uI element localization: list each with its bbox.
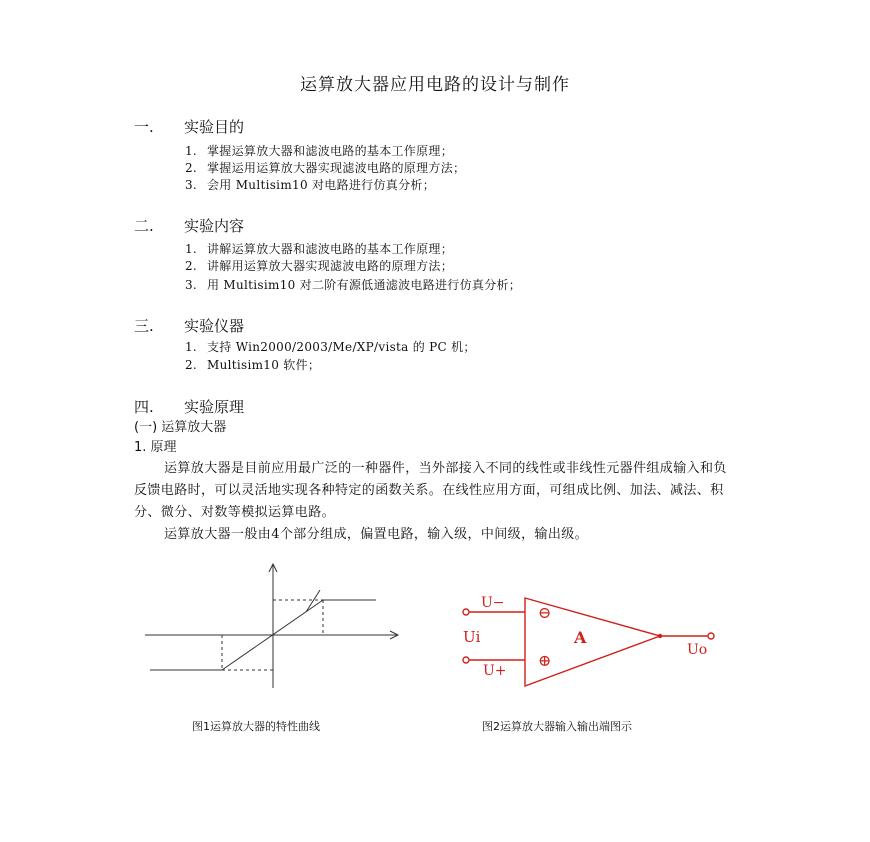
minus-label: U− xyxy=(481,595,505,611)
minus-sign-icon: ⊖ xyxy=(538,603,552,622)
section-heading-2 xyxy=(134,215,244,236)
subsubsection-heading: 1. 原理 xyxy=(134,440,177,455)
list-item xyxy=(185,338,476,355)
list-item xyxy=(185,159,465,176)
section-number: 三. xyxy=(134,317,154,335)
plus-label: U+ xyxy=(483,663,507,679)
item-number: 1. xyxy=(185,144,198,158)
section-heading-3 xyxy=(134,315,244,336)
figure-1-caption: 图1运算放大器的特性曲线 xyxy=(192,720,320,733)
figure-2-caption: 图2运算放大器输入输出端图示 xyxy=(482,720,632,733)
list-item xyxy=(185,142,453,159)
item-text: 掌握运用运算放大器实现滤波电路的原理方法； xyxy=(207,161,466,175)
subsection-heading: (一) 运算放大器 xyxy=(134,420,227,435)
section-title: 实验内容 xyxy=(184,217,245,235)
output-terminal xyxy=(708,633,714,639)
section-title: 实验仪器 xyxy=(184,317,245,335)
item-text: Multisim10 软件； xyxy=(207,358,321,372)
figure-1-characteristic-curve xyxy=(140,560,410,695)
section-heading-4 xyxy=(134,396,244,417)
item-number: 2. xyxy=(185,358,198,372)
section-number: 四. xyxy=(134,398,154,416)
item-text: 讲解用运算放大器实现滤波电路的原理方法； xyxy=(207,259,454,273)
section-number: 二. xyxy=(134,217,154,235)
paragraph: 运算放大器是目前应用最广泛的一种器件，当外部接入不同的线性或非线性元器件组成输入和负反馈电路时，可以灵活地实现各种特定的函数关系。在线性应用方面，可组成比例、加法、减法、积分、微分、对数等模拟运算电路。 xyxy=(134,461,727,520)
gain-label: A xyxy=(574,628,587,647)
item-text: 支持 Win2000/2003/Me/XP/vista 的 PC 机； xyxy=(207,340,476,354)
item-number: 3. xyxy=(185,178,198,192)
list-item xyxy=(185,356,320,373)
item-text: 会用 Multisim10 对电路进行仿真分析； xyxy=(207,178,435,192)
input-label: Ui xyxy=(463,628,481,646)
list-item xyxy=(185,276,521,293)
figure-2-opamp-symbol xyxy=(455,590,735,695)
list-item xyxy=(185,240,453,257)
section-title: 实验目的 xyxy=(184,118,245,136)
item-number: 1. xyxy=(185,340,198,354)
slope-marker xyxy=(306,590,320,612)
item-text: 用 Multisim10 对二阶有源低通滤波电路进行仿真分析； xyxy=(207,278,522,292)
item-number: 3. xyxy=(185,278,198,292)
output-node xyxy=(659,635,662,638)
plus-sign-icon: ⊕ xyxy=(538,651,552,670)
item-text: 掌握运算放大器和滤波电路的基本工作原理； xyxy=(207,144,454,158)
section-heading-1 xyxy=(134,116,244,137)
item-number: 2. xyxy=(185,259,198,273)
output-label: Uo xyxy=(687,642,708,658)
minus-terminal xyxy=(463,609,469,615)
section-number: 一. xyxy=(134,118,154,136)
list-item xyxy=(185,257,453,274)
item-number: 2. xyxy=(185,161,198,175)
item-number: 1. xyxy=(185,242,198,256)
list-item xyxy=(185,176,435,193)
paragraph: 运算放大器一般由4个部分组成，偏置电路，输入级，中间级，输出级。 xyxy=(164,527,589,542)
document-title: 运算放大器应用电路的设计与制作 xyxy=(300,75,570,95)
section-title: 实验原理 xyxy=(184,398,245,416)
plus-terminal xyxy=(463,657,469,663)
item-text: 讲解运算放大器和滤波电路的基本工作原理； xyxy=(207,242,454,256)
